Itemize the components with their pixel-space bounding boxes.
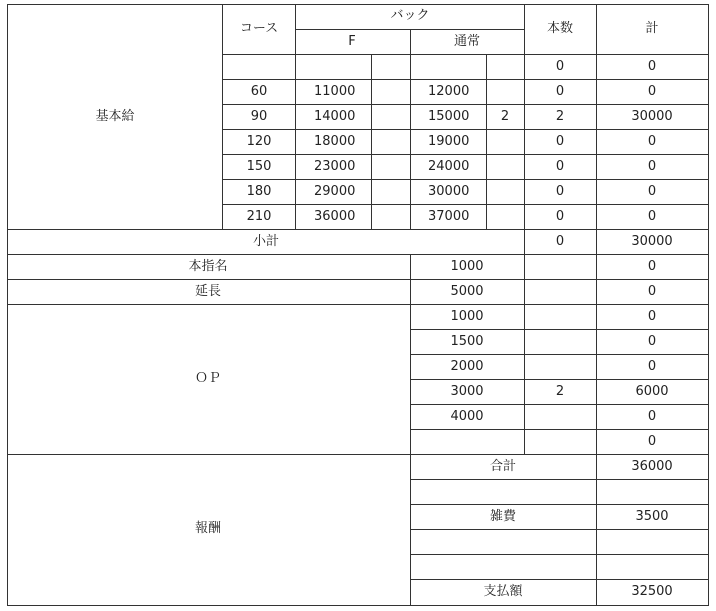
grid-line: [7, 605, 708, 606]
base-top-count: 0: [555, 59, 565, 74]
grid-line: [524, 4, 525, 329]
op-price-cell: 3000: [450, 384, 484, 399]
total-cell: 30000: [631, 109, 673, 124]
normal-price-cell: 19000: [428, 134, 470, 149]
normal-price-cell: 37000: [428, 209, 470, 224]
f-price-cell: 23000: [314, 159, 356, 174]
grid-line: [410, 379, 708, 380]
op-price-cell: 2000: [450, 359, 484, 374]
grid-line: [7, 454, 708, 455]
course-cell: 90: [250, 109, 268, 124]
count-cell: 0: [555, 159, 565, 174]
nomination-total: 0: [647, 259, 657, 274]
grid-line: [410, 579, 708, 580]
grid-line: [410, 254, 411, 606]
total-cell: 0: [647, 134, 657, 149]
misc-expense-value: 3500: [635, 509, 669, 524]
op-total-cell: 0: [647, 359, 657, 374]
grid-line: [7, 279, 708, 280]
grid-line: [410, 504, 708, 505]
normal-price-cell: 15000: [428, 109, 470, 124]
grid-line: [410, 329, 708, 330]
normal-price-cell: 30000: [428, 184, 470, 199]
f-price-cell: 36000: [314, 209, 356, 224]
f-price-cell: 29000: [314, 184, 356, 199]
grid-line: [410, 404, 708, 405]
normal-count-cell: 2: [500, 109, 510, 124]
grid-line: [7, 4, 708, 5]
header-normal: 通常: [453, 34, 481, 49]
grid-line: [7, 4, 8, 606]
count-cell: 0: [555, 84, 565, 99]
grid-line: [410, 29, 411, 229]
payment-label: 支払額: [483, 584, 523, 599]
course-cell: 120: [246, 134, 272, 149]
count-cell: 2: [555, 109, 565, 124]
header-back: バック: [390, 8, 430, 23]
grid-line: [410, 354, 708, 355]
total-cell: 0: [647, 209, 657, 224]
header-count: 本数: [546, 21, 574, 36]
header-course: コース: [239, 21, 279, 36]
course-cell: 210: [246, 209, 272, 224]
reward-label: 報酬: [194, 521, 222, 536]
op-price-cell: 4000: [450, 409, 484, 424]
grand-total-label: 合計: [489, 459, 517, 474]
course-cell: 150: [246, 159, 272, 174]
op-total-cell: 0: [647, 309, 657, 324]
normal-price-cell: 12000: [428, 84, 470, 99]
nomination-label: 本指名: [188, 259, 228, 274]
normal-price-cell: 24000: [428, 159, 470, 174]
grid-line: [7, 229, 708, 230]
op-total-cell: 0: [647, 334, 657, 349]
misc-expense-label: 雑費: [489, 509, 517, 524]
count-cell: 0: [555, 209, 565, 224]
extension-label: 延長: [194, 284, 222, 299]
grid-line: [222, 4, 223, 229]
grid-line: [295, 4, 296, 229]
op-price-cell: 1000: [450, 309, 484, 324]
nomination-price: 1000: [450, 259, 484, 274]
extension-price: 5000: [450, 284, 484, 299]
op-total-cell: 6000: [635, 384, 669, 399]
op-price-cell: 1500: [450, 334, 484, 349]
f-price-cell: 11000: [314, 84, 356, 99]
grid-line: [371, 54, 372, 229]
grid-line: [486, 54, 487, 229]
op-label: ＯＰ: [194, 371, 222, 386]
subtotal-count: 0: [555, 234, 565, 249]
grid-line: [410, 429, 708, 430]
grid-line: [708, 4, 709, 606]
count-cell: 0: [555, 134, 565, 149]
f-price-cell: 14000: [314, 109, 356, 124]
op-total-cell: 0: [647, 409, 657, 424]
total-cell: 0: [647, 84, 657, 99]
grand-total-value: 36000: [631, 459, 673, 474]
grid-line: [524, 329, 525, 454]
course-cell: 60: [250, 84, 268, 99]
subtotal-label: 小計: [252, 234, 280, 249]
grid-line: [7, 304, 708, 305]
header-total: 計: [645, 21, 659, 36]
total-cell: 0: [647, 184, 657, 199]
grid-line: [410, 554, 708, 555]
grid-line: [410, 529, 708, 530]
base-label: 基本給: [95, 109, 135, 124]
grid-line: [410, 479, 708, 480]
base-top-total: 0: [647, 59, 657, 74]
extension-total: 0: [647, 284, 657, 299]
subtotal-total: 30000: [631, 234, 673, 249]
grid-line: [7, 254, 708, 255]
f-price-cell: 18000: [314, 134, 356, 149]
count-cell: 0: [555, 184, 565, 199]
total-cell: 0: [647, 159, 657, 174]
payment-value: 32500: [631, 584, 673, 599]
header-f: F: [348, 34, 356, 49]
op-count-cell: 2: [555, 384, 565, 399]
grid-line: [596, 4, 597, 606]
op-total-cell: 0: [647, 434, 657, 449]
course-cell: 180: [246, 184, 272, 199]
